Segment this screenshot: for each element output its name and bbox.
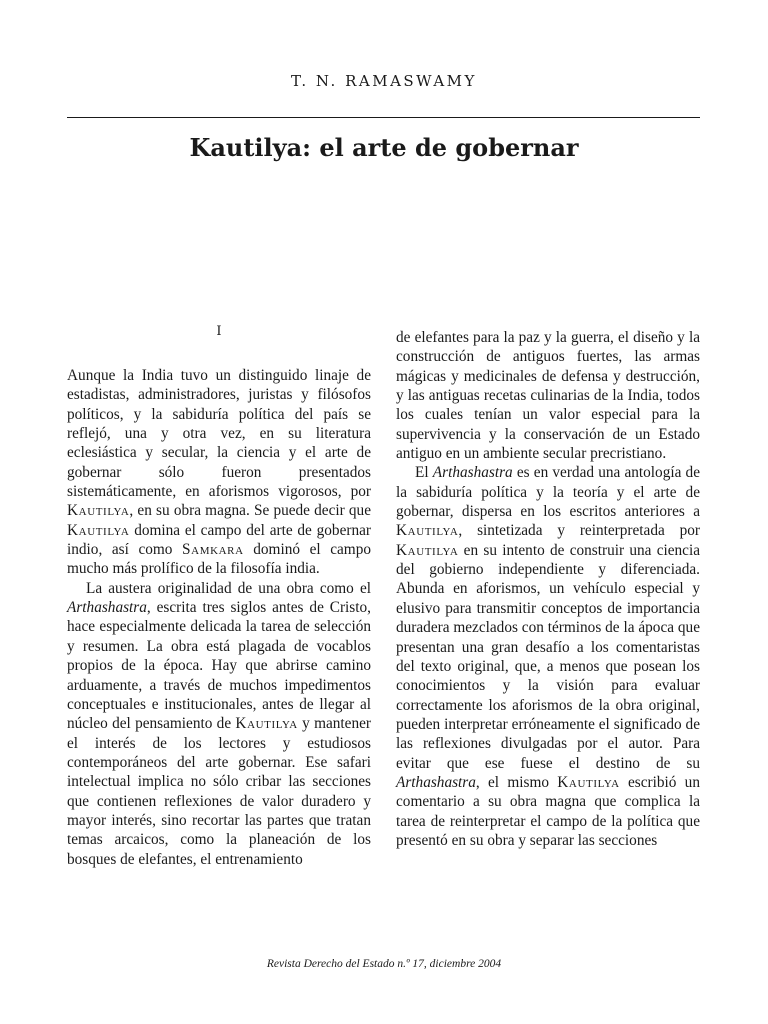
author-name: T. N. RAMASWAMY	[291, 72, 477, 90]
paragraph: de elefantes para la paz y la guerra, el diseño y la construcción de antiguos fuertes, las armas mágicas y medicinales de defensa y destrucción, y las antiguas recetas culinarias de la India, todos los cuales tenían un valor especial para la supervivencia y la conservación de un Estado antiguo en un ambiente secular precristiano.	[396, 329, 700, 463]
text-run: , sintetizada y reinterpretada por	[458, 522, 700, 540]
text-run: y mantener el interés de los lectores y estudiosos contemporáneos del arte gobernar. Ese safari intelectual implica no sólo cribar las secciones que contienen reflexiones de valor duradero y mayor interés, sino recortar las partes que tratan temas arcaicos, como la planeación de los bosques de elefantes, el entrenamiento	[67, 715, 371, 868]
text-run: es en verdad una antología de la sabiduría política y la teoría y el arte de gobernar, dispersa en los escritos anteriores a	[396, 464, 700, 521]
text-run: domina el campo del arte de gobernar indio, así como	[67, 521, 371, 559]
paragraph	[67, 366, 371, 579]
work-title: Arthashastra	[67, 599, 147, 617]
author-name-kautilya: Kautilya	[235, 715, 298, 733]
journal-citation: Revista Derecho del Estado n.º 17, diciembre 2004	[266, 958, 502, 970]
text-run: , el mismo	[475, 773, 558, 791]
paragraph	[396, 463, 700, 850]
author-name-kautilya: Kautilya	[67, 502, 130, 520]
text-run: en su intento de construir una ciencia del gobierno independiente y diferenciada. Abunda en aforismos, un vehículo especial y elusivo para transmitir conceptos de importancia duradera mezclados con términos de la ápoca que presentan una gran desafío a los comentaristas del texto original, que, a menos que posean los conocimientos y la visión para evaluar correctamente los aforismos de la obra original, pueden interpretar erróneamente el significado de las reflexiones divulgadas por el autor. Para evitar que ese fuese el destino de su	[396, 541, 700, 772]
left-column	[67, 366, 371, 869]
article-title: Kautilya: el arte de gobernar	[189, 133, 579, 162]
text-run: El	[415, 464, 433, 482]
work-title: Arthashastra	[396, 773, 476, 791]
text-run: Aunque la India tuvo un distinguido linaje de estadistas, administradores, juristas y filósofos políticos, y la sabiduría política del país se reflejó, una y otra vez, en su literatura eclesiástica y secular, la ciencia y el arte de gobernar sólo fueron presentados sistemáticamente, en aforismos vigorosos, por	[67, 367, 371, 501]
text-run: La austera originalidad de una obra como el	[86, 579, 371, 597]
work-title: Arthashastra	[432, 464, 513, 482]
author-name-samkara: Samkara	[182, 541, 244, 559]
text-run: dominó el campo mucho más prolífico de la filosofía india.	[67, 541, 371, 578]
text-run: , en su obra magna. Se puede decir que	[129, 502, 371, 520]
text-run: escribió un comentario a su obra magna que complica la tarea de reinterpretar el campo de la política que presentó en su obra y separar las secciones	[396, 773, 700, 849]
author-name-kautilya: Kautilya	[67, 521, 130, 539]
author-name-kautilya: Kautilya	[557, 773, 620, 791]
paragraph	[67, 579, 371, 869]
right-column	[396, 328, 700, 850]
section-number: I	[216, 324, 222, 339]
header-rule	[67, 117, 700, 118]
text-run: , escrita tres siglos antes de Cristo, hace especialmente delicada la tarea de selección y resumen. La obra está plagada de vocablos propios de la época. Hay que abrirse camino arduamente, a través de muchos impedimentos conceptuales e institucionales, antes de llegar al núcleo del pensamiento de	[67, 599, 371, 733]
author-name-kautilya: Kautilya	[396, 522, 459, 540]
author-name-kautilya: Kautilya	[396, 541, 459, 559]
